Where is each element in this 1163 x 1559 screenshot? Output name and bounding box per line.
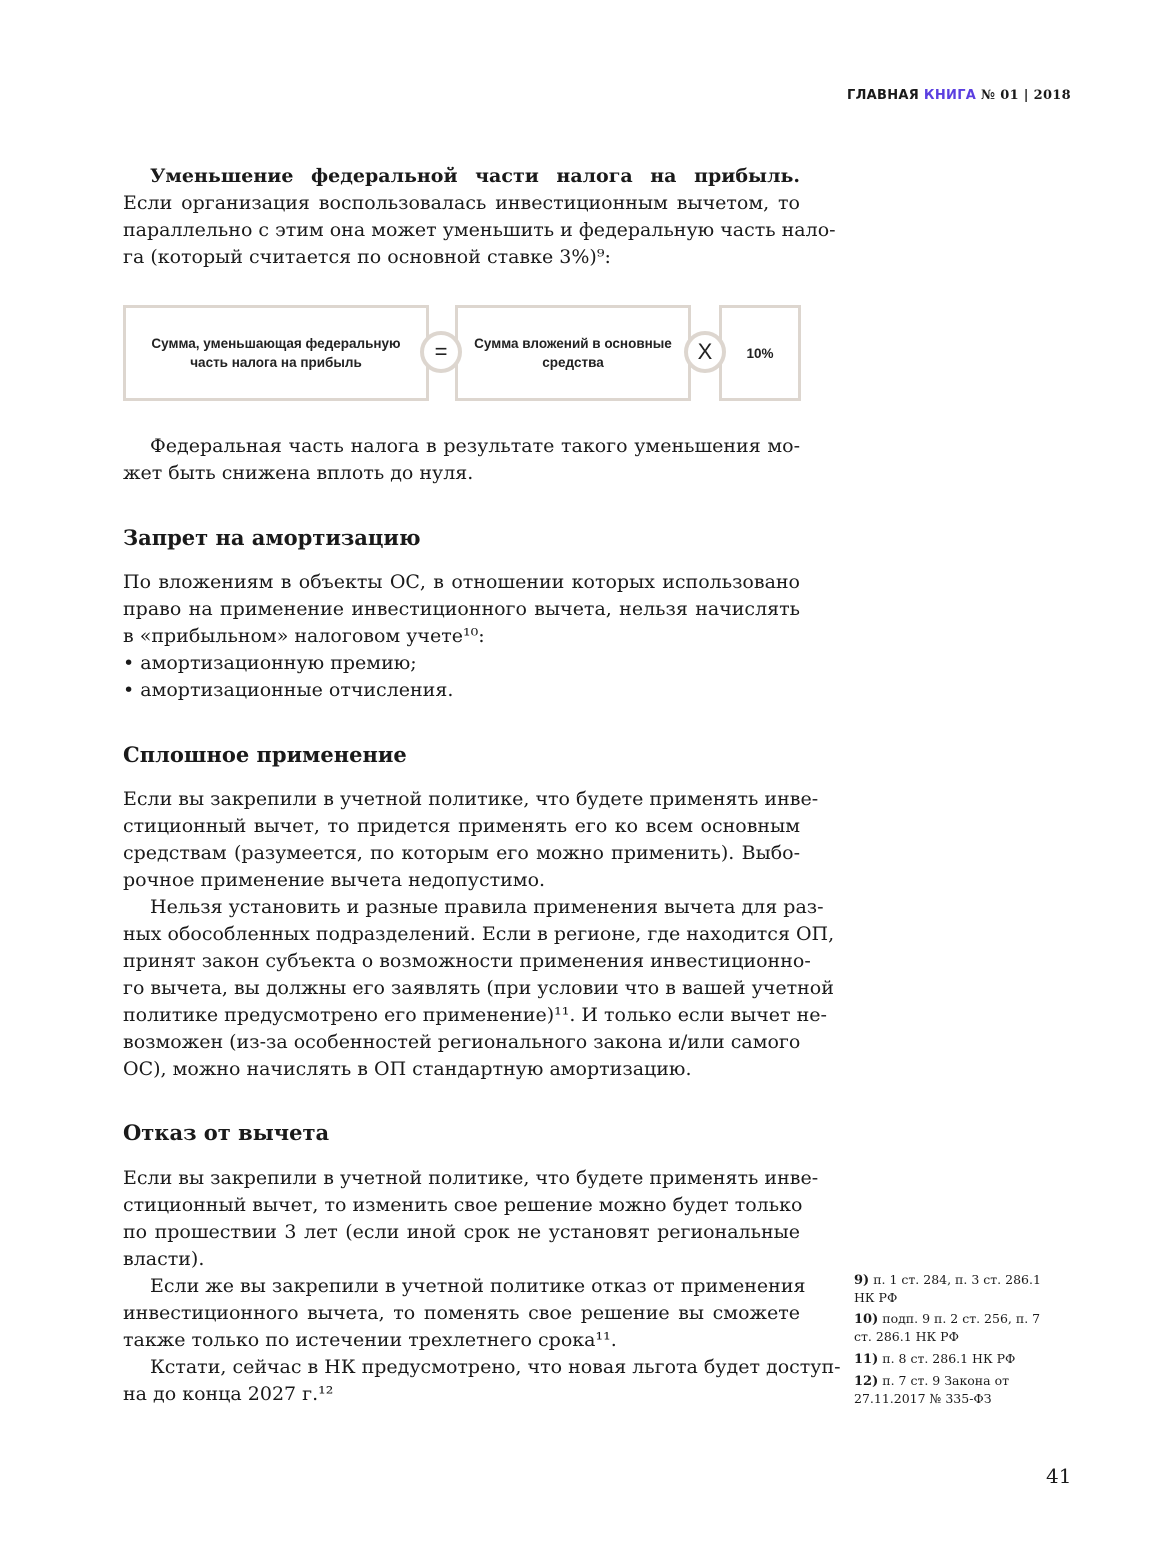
list-item: • амортизационную премию; xyxy=(123,652,417,674)
text-line: Нельзя установить и разные правила применения вычета для раз- xyxy=(150,896,824,918)
text-line: принят закон субъекта о возможности применения инвестиционно- xyxy=(123,950,811,972)
text-line: власти). xyxy=(123,1248,205,1270)
formula-middle-text: Сумма вложений в основные средства xyxy=(474,336,672,370)
text-line: га (который считается по основной ставке 3%)⁹: xyxy=(123,246,611,268)
issue-number: № 01 | 2018 xyxy=(980,88,1071,103)
paragraph xyxy=(123,786,835,1083)
text-line: Кстати, сейчас в НК предусмотрено, что новая льгота будет доступ- xyxy=(150,1356,841,1378)
formula-left-text: Сумма, уменьшающая федеральную часть налога на прибыль xyxy=(151,336,401,370)
footnote-text: п. 7 ст. 9 Закона от 27.11.2017 № 335-ФЗ xyxy=(854,1373,1010,1406)
equals-sign: = xyxy=(420,331,462,373)
formula-right-text: 10% xyxy=(746,345,774,361)
text-line: Если вы закрепили в учетной политике, что будете применять инве- xyxy=(123,788,819,810)
text-line: также только по истечении трехлетнего срока¹¹. xyxy=(123,1329,617,1351)
text-line: на до конца 2027 г.¹² xyxy=(123,1383,334,1405)
footnote-text: подп. 9 п. 2 ст. 256, п. 7 ст. 286.1 НК РФ xyxy=(854,1311,1041,1344)
text-line: инвестиционного вычета, то поменять свое решение вы сможете xyxy=(123,1302,800,1324)
footnote-number: 11) xyxy=(854,1352,879,1367)
text-line: по прошествии 3 лет (если иной срок не установят региональные xyxy=(123,1221,800,1243)
text-line: ных обособленных подразделений. Если в регионе, где находится ОП, xyxy=(123,923,835,945)
text-line: стиционный вычет, то изменить свое решение можно будет только xyxy=(123,1194,803,1216)
formula-diagram xyxy=(123,305,801,401)
footnote xyxy=(854,1271,1054,1306)
text-line: параллельно с этим она может уменьшить и федеральную часть нало- xyxy=(123,219,836,241)
text-line: рочное применение вычета недопустимо. xyxy=(123,869,546,891)
footnote-number: 10) xyxy=(854,1312,879,1327)
footnote xyxy=(854,1372,1029,1407)
text-line: право на применение инвестиционного вычета, нельзя начислять xyxy=(123,598,800,620)
text-line: Если вы закрепили в учетной политике, что будете применять инве- xyxy=(123,1167,819,1189)
text-line: Если же вы закрепили в учетной политике отказ от применения xyxy=(150,1275,806,1297)
section-heading: Отказ от вычета xyxy=(123,1120,330,1145)
page-number: 41 xyxy=(1046,1464,1072,1488)
running-header xyxy=(847,88,1071,103)
text-line: политике предусмотрено его применение)¹¹. И только если вычет не- xyxy=(123,1004,827,1026)
brand-accent: КНИГА xyxy=(923,88,977,103)
text-line: возможен (из-за особенностей регионального закона и/или самого xyxy=(123,1031,801,1053)
footnote-number: 9) xyxy=(854,1273,870,1288)
footnote xyxy=(854,1310,1054,1345)
section-heading: Сплошное применение xyxy=(123,742,407,767)
text-line: ОС), можно начислять в ОП стандартную амортизацию. xyxy=(123,1058,692,1080)
list-item: • амортизационные отчисления. xyxy=(123,679,454,701)
footnote-text: п. 1 ст. 284, п. 3 ст. 286.1 НК РФ xyxy=(854,1272,1041,1305)
footnote xyxy=(854,1350,1054,1368)
multiply-sign: Х xyxy=(684,331,726,373)
footnote-text: п. 8 ст. 286.1 НК РФ xyxy=(882,1351,1016,1366)
text-line: стиционный вычет, то придется применять его ко всем основным xyxy=(123,815,800,837)
text-line: го вычета, вы должны его заявлять (при условии что в вашей учетной xyxy=(123,977,834,999)
paragraph xyxy=(123,569,800,704)
paragraph xyxy=(123,1165,841,1408)
text-line: в «прибыльном» налоговом учете¹⁰: xyxy=(123,625,485,647)
text-line: Федеральная часть налога в результате такого уменьшения мо- xyxy=(150,435,800,457)
section-heading: Запрет на амортизацию xyxy=(123,525,421,550)
text-line: По вложениям в объекты ОС, в отношении которых использовано xyxy=(123,571,800,593)
text-line: средствам (разумеется, по которым его можно применить). Выбо- xyxy=(123,842,800,864)
intro-lead: Уменьшение федеральной части налога на прибыль. xyxy=(150,165,800,187)
brand-name: ГЛАВНАЯ xyxy=(846,88,920,103)
formula-middle-box xyxy=(455,305,691,401)
text-line: жет быть снижена вплоть до нуля. xyxy=(123,462,474,484)
intro-paragraph xyxy=(123,163,836,271)
paragraph xyxy=(123,433,800,487)
formula-right-box xyxy=(719,305,801,401)
footnote-number: 12) xyxy=(854,1374,879,1389)
formula-left-box xyxy=(123,305,429,401)
text-line: Если организация воспользовалась инвестиционным вычетом, то xyxy=(123,192,800,214)
